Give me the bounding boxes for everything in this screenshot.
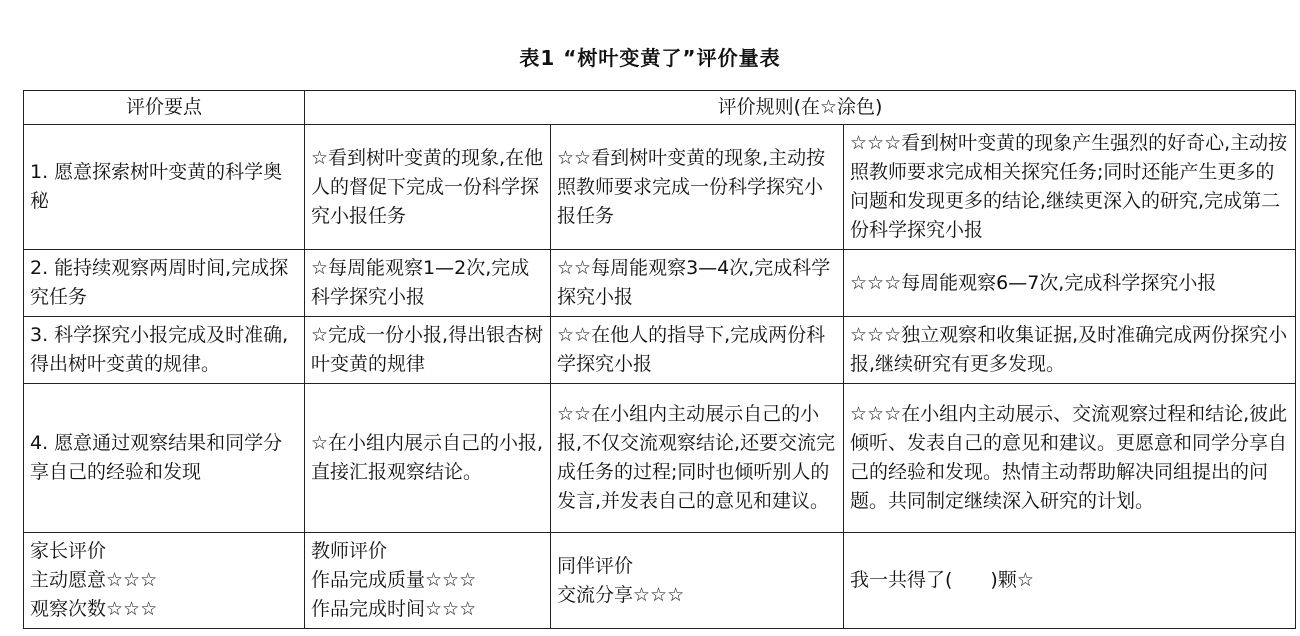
peer-evaluation bbox=[551, 533, 844, 629]
header-row bbox=[24, 91, 1296, 125]
header-evaluation-points: 评价要点 bbox=[24, 91, 305, 125]
table-row bbox=[24, 317, 1296, 384]
one-star-criterion: ☆完成一份小报,得出银杏树叶变黄的规律 bbox=[305, 317, 551, 384]
evaluation-point: 2. 能持续观察两周时间,完成探究任务 bbox=[24, 250, 305, 317]
two-star-criterion: ☆☆每周能观察3—4次,完成科学探究小报 bbox=[551, 250, 844, 317]
one-star-criterion: ☆每周能观察1—2次,完成科学探究小报 bbox=[305, 250, 551, 317]
parent-evaluation bbox=[24, 533, 305, 629]
two-star-criterion: ☆☆在他人的指导下,完成两份科学探究小报 bbox=[551, 317, 844, 384]
three-star-criterion: ☆☆☆每周能观察6—7次,完成科学探究小报 bbox=[844, 250, 1296, 317]
teacher-quality-rating: 作品完成质量☆☆☆ bbox=[311, 569, 477, 591]
evaluation-rubric-table bbox=[23, 90, 1296, 629]
table-row bbox=[24, 125, 1296, 250]
three-star-criterion: ☆☆☆独立观察和收集证据,及时准确完成两份探究小报,继续研究有更多发现。 bbox=[844, 317, 1296, 384]
header-evaluation-rules: 评价规则(在☆涂色) bbox=[305, 91, 1296, 125]
peer-evaluation-heading: 同伴评价 bbox=[557, 554, 634, 577]
parent-evaluation-heading: 家长评价 bbox=[30, 540, 107, 562]
parent-initiative-rating: 主动愿意☆☆☆ bbox=[30, 569, 158, 591]
teacher-evaluation-heading: 教师评价 bbox=[311, 540, 388, 562]
two-star-criterion: ☆☆在小组内主动展示自己的小报,不仅交流观察结论,还要交流完成任务的过程;同时也倾听别人的发言,并发表自己的意见和建议。 bbox=[551, 384, 844, 533]
three-star-criterion: ☆☆☆在小组内主动展示、交流观察过程和结论,彼此倾听、发表自己的意见和建议。更愿意和同学分享自己的经验和发现。热情主动帮助解决同组提出的问题。共同制定继续深入研究的计划。 bbox=[844, 384, 1296, 533]
table-row bbox=[24, 384, 1296, 533]
table-title: 表1 “树叶变黄了”评价量表 bbox=[519, 46, 781, 70]
parent-observation-count-rating: 观察次数☆☆☆ bbox=[30, 598, 158, 620]
one-star-criterion: ☆看到树叶变黄的现象,在他人的督促下完成一份科学探究小报任务 bbox=[305, 125, 551, 250]
one-star-criterion: ☆在小组内展示自己的小报,直接汇报观察结论。 bbox=[305, 384, 551, 533]
evaluation-point: 4. 愿意通过观察结果和同学分享自己的经验和发现 bbox=[24, 384, 305, 533]
two-star-criterion: ☆☆看到树叶变黄的现象,主动按照教师要求完成一份科学探究小报任务 bbox=[551, 125, 844, 250]
evaluation-point: 1. 愿意探索树叶变黄的科学奥秘 bbox=[24, 125, 305, 250]
evaluation-point: 3. 科学探究小报完成及时准确,得出树叶变黄的规律。 bbox=[24, 317, 305, 384]
total-stars: 我一共得了( )颗☆ bbox=[844, 533, 1296, 629]
teacher-timeliness-rating: 作品完成时间☆☆☆ bbox=[311, 598, 477, 620]
three-star-criterion: ☆☆☆看到树叶变黄的现象产生强烈的好奇心,主动按照教师要求完成相关探究任务;同时还能产生更多的问题和发现更多的结论,继续更深入的研究,完成第二份科学探究小报 bbox=[844, 125, 1296, 250]
table-row bbox=[24, 250, 1296, 317]
footer-row bbox=[24, 533, 1296, 629]
peer-sharing-rating: 交流分享☆☆☆ bbox=[557, 583, 685, 606]
teacher-evaluation bbox=[305, 533, 551, 629]
